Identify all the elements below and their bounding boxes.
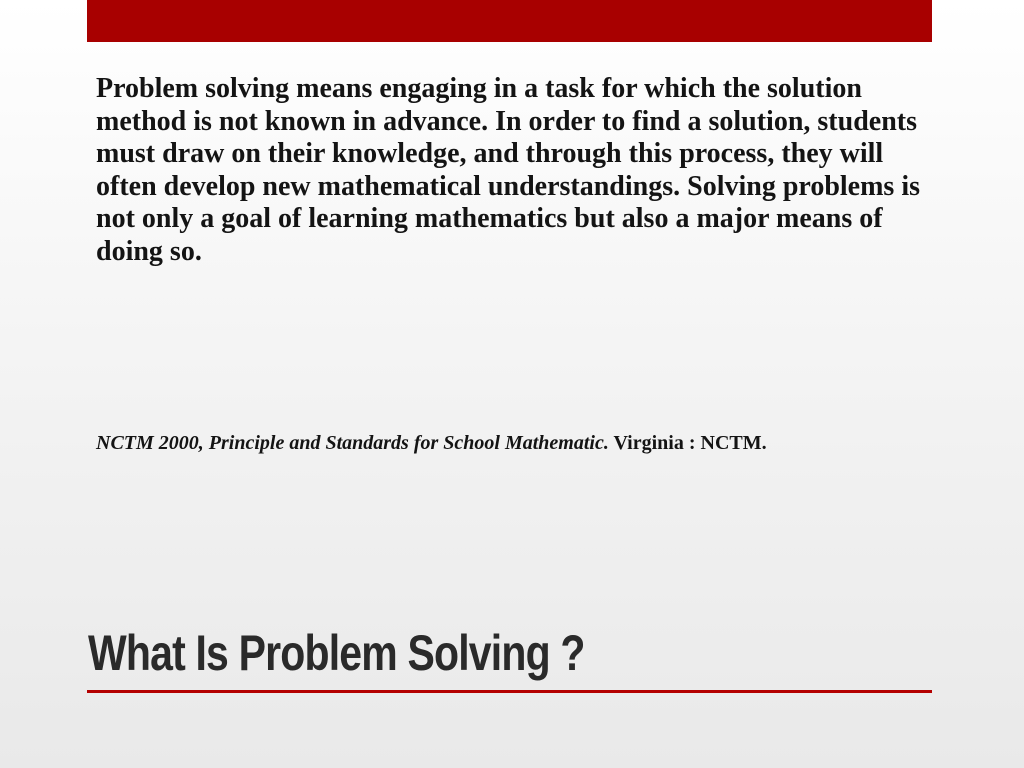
- citation: [96, 430, 926, 457]
- citation-italic-text: NCTM 2000, Principle and Standards for School Mathematic.: [96, 432, 609, 454]
- title-underline-rule: [87, 690, 932, 693]
- top-accent-bar: [87, 0, 932, 42]
- citation-plain-text: Virginia : NCTM.: [608, 432, 767, 454]
- slide-title: What Is Problem Solving ?: [88, 625, 585, 681]
- body-paragraph: Problem solving means engaging in a task for which the solution method is not known in advance. In order to find a solution, students must draw on their knowledge, and through this process, they will often develop new mathematical understandings. Solving problems is not only a goal of learning mathematics but also a major means of doing so.: [96, 73, 920, 267]
